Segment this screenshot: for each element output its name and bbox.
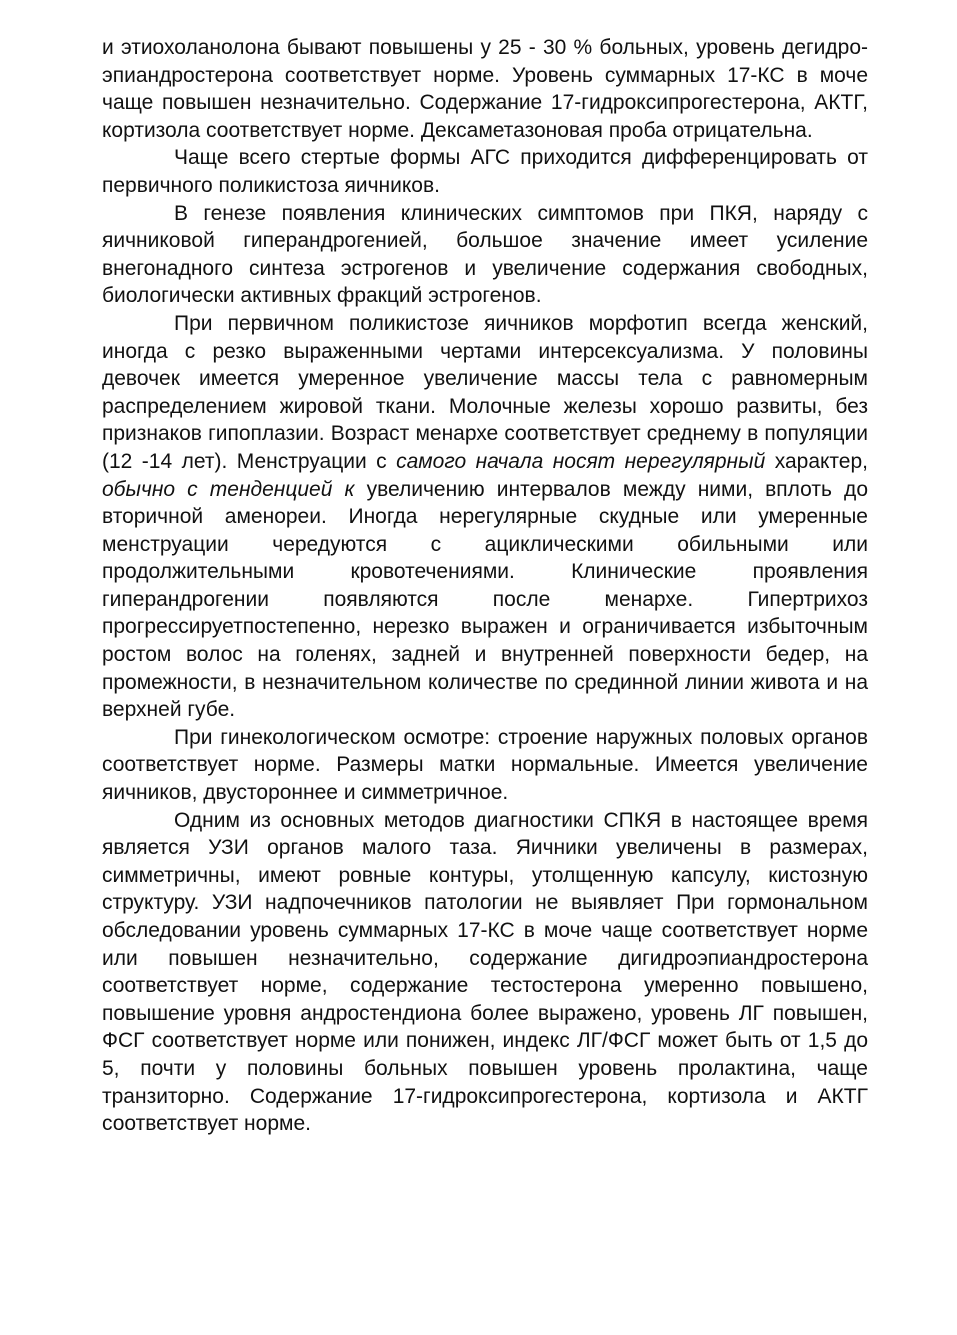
- clinical-italic-2: обычно с тенденцией к: [102, 477, 355, 501]
- paragraph-diagnostics: Одним из основных методов диагностики СПКЯ в настоящее время является УЗИ органов малого таза. Яичники увеличены в размерах, симметричны, имеют ровные контуры, утолщенную капсулу, кистозную структуру. УЗИ надпочечников патологии не выявляет При гормональном обследовании уровень суммарных 17-КС в моче чаще соответствует норме или повышен незначительно, содержание дигидроэпиандростерона соответствует норме, содержание тестостерона умеренно повышено, повышение уровня андростендиона более выражено, уровень ЛГ повышен, ФСГ соответствует норме или понижен, индекс ЛГ/ФСГ может быть от 1,5 до 5, почти у половины больных повышен уровень пролактина, чаще транзиторно. Содержание 17-гидроксипрогестерона, кортизола и АКТГ соответствует норме.: [102, 808, 868, 1136]
- paragraph-continuation: и этиохоланолона бывают повышены у 25 - 30 % больных, уровень дегидро-эпиандростерона соответствует норме. Уровень суммарных 17-КС в моче чаще повышен незначительно. Содержание 17-гидроксипрогестерона, АКТГ, кортизола соответствует норме. Дексаметазоновая проба отрицательна.: [102, 36, 868, 142]
- clinical-text-3: увеличению интервалов между ними, вплоть до вторичной аменореи. Иногда нерегулярные скудные или умеренные менструации чередуются с ациклическими обильными или продолжительными кровотечениями. Клинические проявления гиперандрогении появляются после менархе. Гипертрихоз прогрессируетпостепенно, нерезко выражен и ограничивается избыточным ростом волос на голенях, задней и внутренней поверхности бедер, на промежности, в незначительном количестве по срединной линии живота и на верхней губе.: [102, 477, 868, 722]
- paragraph-differential-diagnosis: Чаще всего стертые формы АГС приходится дифференцировать от первичного поликистоза яичников.: [102, 146, 868, 197]
- paragraph-pathogenesis: В генезе появления клинических симптомов при ПКЯ, наряду с яичниковой гиперандрогенией, большое значение имеет усиление внегонадного синтеза эстрогенов и увеличение содержания свободных, биологически активных фракций эстрогенов.: [102, 201, 868, 308]
- clinical-text-1: При первичном поликистозе яичников морфотип всегда женский, иногда с резко выраженными чертами интерсексуализма. У половины девочек имеется умеренное увеличение массы тела с равномерным распределением жировой ткани. Молочные железы хорошо развиты, без признаков гипоплазии. Возраст менархе соответствует среднему в популяции (12 -14 лет). Менструации с: [102, 311, 868, 473]
- document-page: [102, 34, 868, 1138]
- clinical-text-2: характер,: [765, 449, 868, 473]
- paragraph-clinical-picture: [102, 310, 868, 724]
- clinical-italic-1: самого начала носят нерегулярный: [396, 449, 766, 473]
- paragraph-gynecological-exam: При гинекологическом осмотре: строение наружных половых органов соответствует норме. Размеры матки нормальные. Имеется увеличение яичников, двустороннее и симметричное.: [102, 725, 868, 805]
